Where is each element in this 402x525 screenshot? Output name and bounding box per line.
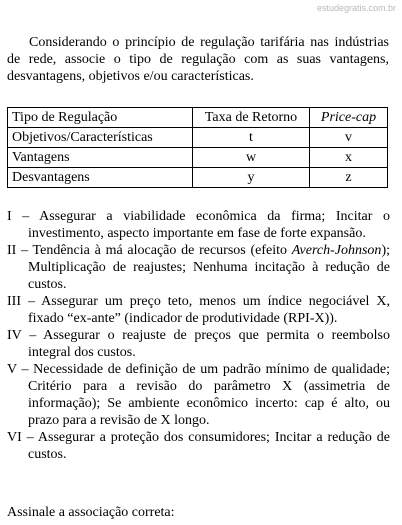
row-label: Desvantagens — [8, 168, 193, 188]
question-intro: Considerando o princípio de regulação tarifária nas indústrias de rede, associe o tipo de regulação com as suas vantagens, desvantagens, objetivos e/ou características. — [7, 35, 389, 84]
statement-italic-term: Averch-Johnson — [291, 243, 382, 258]
statement-item-iii — [7, 293, 390, 327]
table-row — [8, 128, 388, 148]
statement-text: III – Assegurar um preço teto, menos um índice negociável X, fixado “ex-ante” (indicador de produtividade (RPI-X)). — [7, 294, 390, 326]
cell-taxa-retorno: y — [193, 168, 310, 188]
statement-text: VI – Assegurar a proteção dos consumidores; Incitar a redução de custos. — [7, 430, 390, 462]
watermark: estudegratis.com.br — [316, 3, 396, 13]
row-label: Objetivos/Características — [8, 128, 193, 148]
cell-price-cap: x — [310, 148, 388, 168]
statement-item-vi — [7, 429, 390, 463]
table-row — [8, 148, 388, 168]
association-table — [7, 107, 388, 188]
statement-item-i — [7, 208, 390, 242]
table-row — [8, 168, 388, 188]
statement-text: I – Assegurar a viabilidade econômica da firma; Incitar o investimento, aspecto importante em fase de forte expansão. — [7, 209, 390, 241]
cell-taxa-retorno: w — [193, 148, 310, 168]
statement-text: IV – Assegurar o reajuste de preços que permita o reembolso integral dos custos. — [7, 328, 390, 360]
cell-taxa-retorno: t — [193, 128, 310, 148]
cell-price-cap: v — [310, 128, 388, 148]
statement-text: V – Necessidade de definição de um padrão mínimo de qualidade; Critério para a revisão do parâmetro X (assimetria de informação); Se ambiente econômico incerto: cap é alto, ou prazo para a revisão de X longo. — [7, 362, 390, 428]
header-tipo-regulacao: Tipo de Regulação — [8, 108, 193, 128]
statement-item-v — [7, 361, 390, 429]
statement-list — [7, 208, 390, 463]
question-prompt: Assinale a associação correta: — [7, 505, 175, 520]
header-price-cap: Price-cap — [310, 108, 388, 128]
statement-text: II – Tendência à má alocação de recursos (efeito — [7, 243, 292, 258]
statement-item-iv — [7, 327, 390, 361]
header-taxa-retorno: Taxa de Retorno — [193, 108, 310, 128]
cell-price-cap: z — [310, 168, 388, 188]
row-label: Vantagens — [8, 148, 193, 168]
table-header-row — [8, 108, 388, 128]
statement-text-continued: ); Multiplicação de reajustes; Nenhuma incitação à redução de custos. — [28, 243, 390, 292]
statement-item-ii — [7, 242, 390, 293]
